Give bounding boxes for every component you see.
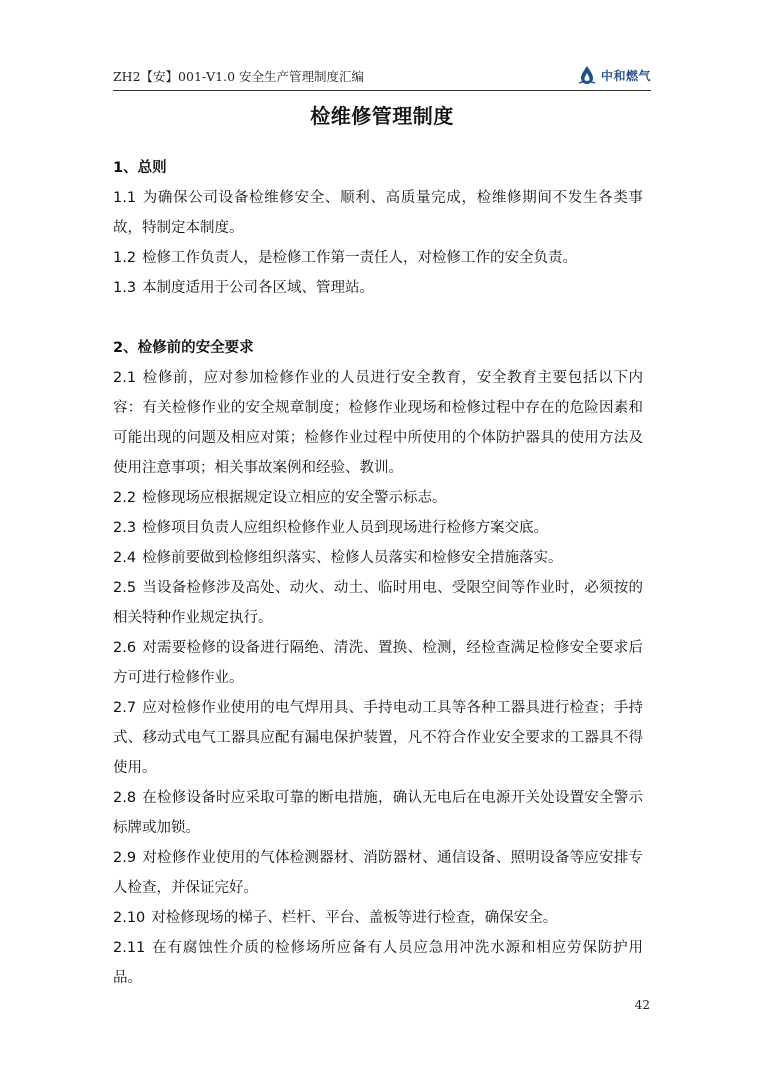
clause-text: 本制度适用于公司各区域、管理站。 bbox=[142, 280, 375, 296]
clause-number: 2.6 bbox=[113, 640, 137, 656]
clause bbox=[113, 783, 643, 843]
flame-drop-icon bbox=[576, 64, 598, 86]
clause-number: 2.8 bbox=[113, 790, 137, 806]
clause-number: 2.10 bbox=[113, 910, 146, 926]
clause bbox=[113, 363, 643, 483]
clause bbox=[113, 903, 643, 933]
clause-number: 1.1 bbox=[113, 190, 137, 206]
clause-number: 2.5 bbox=[113, 580, 137, 596]
clause-number: 2.2 bbox=[113, 490, 137, 506]
clause-text: 为确保公司设备检维修安全、顺利、高质量完成，检维修期间不发生各类事故，特制定本制度。 bbox=[113, 190, 643, 236]
clause-number: 2.7 bbox=[113, 700, 137, 716]
page-header bbox=[113, 60, 651, 91]
document-body bbox=[113, 153, 643, 993]
clause bbox=[113, 513, 643, 543]
clause-text: 对检修现场的梯子、栏杆、平台、盖板等进行检查，确保安全。 bbox=[151, 910, 558, 926]
clause-number: 2.3 bbox=[113, 520, 137, 536]
clause bbox=[113, 633, 643, 693]
clause bbox=[113, 693, 643, 783]
section-spacer bbox=[113, 303, 643, 333]
clause-text: 检修工作负责人，是检修工作第一责任人，对检修工作的安全负责。 bbox=[142, 250, 578, 266]
clause bbox=[113, 483, 643, 513]
clause-text: 在检修设备时应采取可靠的断电措施，确认无电后在电源开关处设置安全警示标牌或加锁。 bbox=[113, 790, 643, 836]
clause bbox=[113, 273, 643, 303]
clause-number: 2.9 bbox=[113, 850, 137, 866]
clause-text: 当设备检修涉及高处、动火、动土、临时用电、受限空间等作业时，必须按的相关特种作业规定执行。 bbox=[113, 580, 643, 626]
document-code: ZH2【安】001-V1.0 安全生产管理制度汇编 bbox=[113, 69, 365, 84]
clause bbox=[113, 573, 643, 633]
clause bbox=[113, 183, 643, 243]
page-title: 检维修管理制度 bbox=[310, 104, 454, 128]
clause-text: 在有腐蚀性介质的检修场所应备有人员应急用冲洗水源和相应劳保防护用品。 bbox=[113, 940, 643, 986]
clause-number: 1.3 bbox=[113, 280, 137, 296]
clause bbox=[113, 243, 643, 273]
company-logo bbox=[576, 63, 651, 87]
page-number: 42 bbox=[634, 998, 650, 1012]
clause-text: 对需要检修的设备进行隔绝、清洗、置换、检测，经检查满足检修安全要求后方可进行检修作业。 bbox=[113, 640, 643, 686]
clause-number: 2.4 bbox=[113, 550, 137, 566]
section-heading: 1、总则 bbox=[113, 160, 167, 176]
clause-number: 2.1 bbox=[113, 370, 137, 386]
clause-number: 1.2 bbox=[113, 250, 137, 266]
clause-text: 检修前要做到检修组织落实、检修人员落实和检修安全措施落实。 bbox=[142, 550, 563, 566]
clause bbox=[113, 843, 643, 903]
section-pre-maintenance bbox=[113, 333, 643, 993]
clause-text: 应对检修作业使用的电气焊用具、手持电动工具等各种工器具进行检查；手持式、移动式电气工器具应配有漏电保护装置，凡不符合作业安全要求的工器具不得使用。 bbox=[113, 700, 643, 776]
section-general bbox=[113, 153, 643, 303]
clause-text: 对检修作业使用的气体检测器材、消防器材、通信设备、照明设备等应安排专人检查，并保证完好。 bbox=[113, 850, 643, 896]
clause bbox=[113, 543, 643, 573]
section-heading: 2、检修前的安全要求 bbox=[113, 340, 254, 356]
clause-text: 检修项目负责人应组织检修作业人员到现场进行检修方案交底。 bbox=[142, 520, 549, 536]
logo-text: 中和燃气 bbox=[600, 68, 651, 83]
clause bbox=[113, 933, 643, 993]
clause-text: 检修现场应根据规定设立相应的安全警示标志。 bbox=[142, 490, 447, 506]
clause-number: 2.11 bbox=[113, 940, 146, 956]
clause-text: 检修前，应对参加检修作业的人员进行安全教育，安全教育主要包括以下内容：有关检修作业的安全规章制度；检修作业现场和检修过程中存在的危险因素和可能出现的问题及相应对策；检修作业过程中所使用的个体防护器具的使用方法及使用注意事项；相关事故案例和经验、教训。 bbox=[113, 370, 643, 476]
